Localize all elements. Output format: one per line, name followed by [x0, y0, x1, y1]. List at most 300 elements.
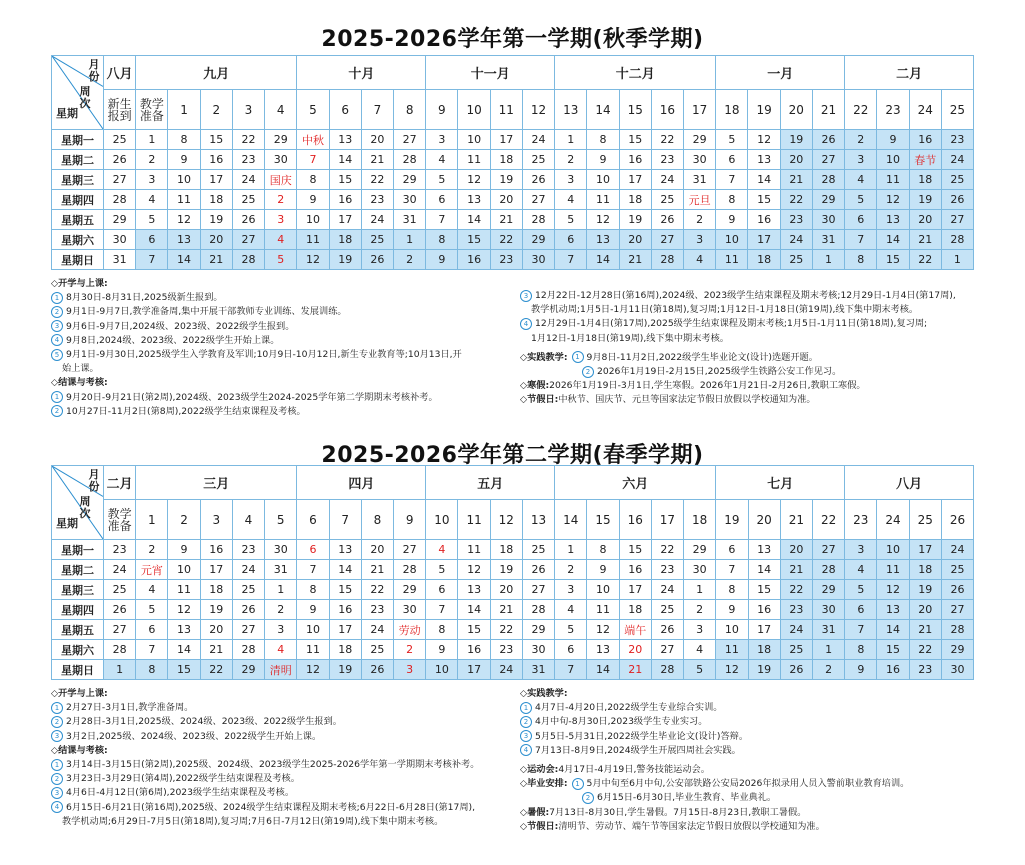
month-header-cell: 四月 — [297, 466, 426, 500]
date-cell: 2 — [812, 660, 844, 680]
date-cell: 26 — [104, 150, 136, 170]
date-cell: 20 — [909, 600, 941, 620]
date-cell: 12 — [168, 210, 200, 230]
date-cell: 16 — [748, 600, 780, 620]
date-cell: 11 — [168, 580, 200, 600]
note-line — [51, 801, 479, 815]
date-cell: 14 — [748, 170, 780, 190]
month-header-cell: 七月 — [716, 466, 845, 500]
note-line — [51, 730, 479, 744]
date-cell: 29 — [684, 540, 716, 560]
note-text: 2026年1月19日-3月1日,学生寒假。2026年1月21日-2月26日,教职工寒假。 — [549, 380, 866, 392]
date-cell: 5 — [136, 600, 168, 620]
date-cell: 13 — [748, 150, 780, 170]
date-cell: 7 — [555, 250, 587, 270]
date-cell: 13 — [329, 130, 361, 150]
note-line — [51, 348, 462, 362]
date-cell: 23 — [361, 190, 393, 210]
date-cell: 18 — [200, 580, 232, 600]
date-cell: 4 — [684, 250, 716, 270]
note-text: 9月20日-9月21日(第2周),2024级、2023级学生2024-2025学年第二学期期末考核补考。 — [66, 391, 438, 403]
date-cell: 8 — [136, 660, 168, 680]
date-cell: 11 — [877, 170, 909, 190]
note-line — [520, 365, 956, 379]
date-cell: 23 — [651, 560, 683, 580]
note-line — [520, 763, 909, 777]
date-cell: 16 — [877, 660, 909, 680]
date-cell: 26 — [780, 660, 812, 680]
date-cell: 18 — [490, 540, 522, 560]
week-number-cell: 21 — [780, 500, 812, 540]
diamond-bullet: ◇ — [51, 377, 59, 389]
date-cell: 12 — [587, 210, 619, 230]
date-cell: 30 — [104, 230, 136, 250]
week-number-cell: 8 — [361, 500, 393, 540]
circled-number: 3 — [51, 787, 63, 799]
date-cell: 6 — [555, 230, 587, 250]
corner-week-label: 周次 — [79, 495, 91, 520]
date-cell: 24 — [232, 170, 264, 190]
date-cell: 18 — [909, 560, 941, 580]
date-cell: 26 — [522, 170, 554, 190]
note-text: 6月15日-6月21日(第16周),2025级、2024级学生结束课程及期末考核;6月22日-6月28日(第17周), — [66, 801, 476, 813]
diamond-bullet: ◇ — [520, 764, 528, 776]
date-cell: 国庆 — [265, 170, 297, 190]
note-heading: 暑假: — [527, 806, 550, 818]
date-cell: 20 — [780, 150, 812, 170]
date-cell: 28 — [232, 250, 264, 270]
date-cell: 8 — [587, 540, 619, 560]
date-cell: 31 — [684, 170, 716, 190]
date-cell: 3 — [845, 150, 877, 170]
date-cell: 8 — [297, 580, 329, 600]
week-number-cell: 26 — [941, 500, 973, 540]
date-cell: 11 — [877, 560, 909, 580]
date-cell: 4 — [136, 190, 168, 210]
date-cell: 13 — [458, 190, 490, 210]
date-cell: 9 — [168, 150, 200, 170]
date-cell: 17 — [909, 540, 941, 560]
week-number-cell: 1 — [136, 500, 168, 540]
month-header-cell: 五月 — [426, 466, 555, 500]
date-cell: 17 — [619, 580, 651, 600]
weekday-label-cell: 星期日 — [52, 660, 104, 680]
week-number-cell: 6 — [329, 90, 361, 130]
weekday-label-cell: 星期日 — [52, 250, 104, 270]
date-cell: 25 — [522, 150, 554, 170]
note-text: 5月5日-5月31日,2022级学生毕业论文(设计)答辩。 — [535, 730, 749, 742]
diamond-bullet: ◇ — [51, 744, 59, 756]
date-cell: 11 — [716, 250, 748, 270]
circled-number: 3 — [51, 730, 63, 742]
date-cell: 11 — [168, 190, 200, 210]
date-cell: 3 — [136, 170, 168, 190]
date-cell: 12 — [748, 130, 780, 150]
date-cell: 9 — [587, 150, 619, 170]
date-cell: 27 — [104, 620, 136, 640]
date-cell: 2 — [394, 640, 426, 660]
date-cell: 29 — [394, 170, 426, 190]
circled-number: 2 — [582, 792, 594, 804]
week-number-cell: 23 — [845, 500, 877, 540]
week-number-cell: 15 — [587, 500, 619, 540]
note-line — [51, 815, 479, 829]
date-cell: 3 — [426, 130, 458, 150]
date-cell: 21 — [490, 600, 522, 620]
date-cell: 29 — [104, 210, 136, 230]
note-text: 10月27日-11月2日(第8周),2022级学生结束课程及考核。 — [66, 405, 306, 417]
note-line — [520, 806, 909, 820]
date-cell: 23 — [780, 210, 812, 230]
date-cell: 9 — [587, 560, 619, 580]
circled-number: 1 — [572, 778, 584, 790]
date-cell: 10 — [297, 620, 329, 640]
note-line — [520, 379, 956, 393]
week-number-cell: 25 — [909, 500, 941, 540]
date-cell: 26 — [941, 190, 973, 210]
date-cell: 6 — [716, 540, 748, 560]
date-cell: 8 — [168, 130, 200, 150]
note-line — [51, 334, 462, 348]
date-cell: 21 — [200, 640, 232, 660]
date-cell: 7 — [716, 560, 748, 580]
date-cell: 17 — [200, 170, 232, 190]
date-cell: 22 — [232, 130, 264, 150]
date-cell: 18 — [619, 600, 651, 620]
date-cell: 16 — [458, 640, 490, 660]
date-cell: 6 — [716, 150, 748, 170]
date-cell: 4 — [426, 540, 458, 560]
date-cell: 22 — [780, 580, 812, 600]
date-cell: 1 — [136, 130, 168, 150]
corner-day-label: 星期 — [56, 517, 78, 530]
date-cell: 27 — [232, 620, 264, 640]
semester-1-calendar-table — [51, 55, 974, 270]
date-cell: 15 — [748, 580, 780, 600]
week-number-cell: 教学准备 — [136, 90, 168, 130]
circled-number: 1 — [51, 759, 63, 771]
note-line — [51, 320, 462, 334]
date-cell: 29 — [684, 130, 716, 150]
date-cell: 3 — [684, 230, 716, 250]
note-text: 7月13日-8月30日,学生暑假。7月15日-8月23日,教职工暑假。 — [549, 806, 807, 818]
date-cell: 22 — [490, 230, 522, 250]
note-line — [51, 362, 462, 376]
date-cell: 19 — [329, 250, 361, 270]
date-cell: 5 — [136, 210, 168, 230]
note-text: 3月23日-3月29日(第4周),2022级学生结束课程及考核。 — [66, 773, 300, 785]
date-cell: 3 — [394, 660, 426, 680]
month-header-cell: 十月 — [297, 56, 426, 90]
date-cell: 7 — [136, 250, 168, 270]
note-line — [520, 351, 956, 365]
date-cell: 13 — [748, 540, 780, 560]
circled-number: 2 — [51, 306, 63, 318]
date-cell: 30 — [812, 600, 844, 620]
note-text: 清明节、劳动节、端午节等国家法定节假日放假以学校通知为准。 — [558, 820, 825, 832]
weekday-label-cell: 星期一 — [52, 130, 104, 150]
note-line — [51, 391, 462, 405]
week-number-cell: 23 — [877, 90, 909, 130]
date-cell: 5 — [684, 660, 716, 680]
date-cell: 22 — [200, 660, 232, 680]
date-cell: 4 — [265, 640, 297, 660]
week-number-cell: 15 — [619, 90, 651, 130]
note-text: 2026年1月19日-2月15日,2025级学生铁路公安工作见习。 — [597, 366, 842, 378]
date-cell: 15 — [168, 660, 200, 680]
note-line — [520, 730, 909, 744]
date-cell: 22 — [909, 640, 941, 660]
note-text: 4月6日-4月12日(第6周),2023级学生结束课程及考核。 — [66, 787, 295, 799]
date-cell: 22 — [909, 250, 941, 270]
date-cell: 18 — [329, 230, 361, 250]
date-cell: 7 — [426, 600, 458, 620]
date-cell: 5 — [265, 250, 297, 270]
note-text: 3月14日-3月15日(第2周),2025级、2024级、2023级学生2025-2026学年第一学期期末考核补考。 — [66, 759, 480, 771]
date-cell: 15 — [458, 620, 490, 640]
date-cell: 7 — [845, 620, 877, 640]
date-cell: 29 — [812, 580, 844, 600]
date-cell: 13 — [877, 600, 909, 620]
date-cell: 25 — [522, 540, 554, 560]
date-cell: 18 — [748, 640, 780, 660]
date-cell: 23 — [651, 150, 683, 170]
date-cell: 14 — [329, 560, 361, 580]
week-number-cell: 24 — [877, 500, 909, 540]
date-cell: 8 — [716, 580, 748, 600]
diamond-bullet: ◇ — [520, 394, 528, 406]
date-cell: 1 — [812, 640, 844, 660]
week-number-cell: 12 — [490, 500, 522, 540]
date-cell: 8 — [587, 130, 619, 150]
date-cell: 24 — [941, 150, 973, 170]
note-text: 2月27日-3月1日,教学准备周。 — [66, 702, 194, 714]
date-cell: 20 — [619, 640, 651, 660]
weekday-label-cell: 星期二 — [52, 150, 104, 170]
date-cell: 14 — [329, 150, 361, 170]
note-text: 8月30日-8月31日,2025级新生报到。 — [66, 292, 223, 304]
date-cell: 14 — [168, 250, 200, 270]
diamond-bullet: ◇ — [520, 688, 528, 699]
date-cell: 16 — [329, 600, 361, 620]
diamond-bullet: ◇ — [520, 351, 528, 363]
date-cell: 19 — [619, 210, 651, 230]
date-cell: 27 — [941, 600, 973, 620]
circled-number: 4 — [51, 334, 63, 346]
date-cell: 30 — [684, 150, 716, 170]
date-cell: 1 — [812, 250, 844, 270]
date-cell: 9 — [168, 540, 200, 560]
date-cell: 9 — [297, 190, 329, 210]
date-cell: 14 — [748, 560, 780, 580]
date-cell: 27 — [104, 170, 136, 190]
date-cell: 3 — [265, 620, 297, 640]
date-cell: 7 — [555, 660, 587, 680]
note-line — [520, 332, 956, 346]
weekday-label-cell: 星期五 — [52, 210, 104, 230]
date-cell: 5 — [716, 130, 748, 150]
note-line — [51, 687, 479, 701]
circled-number: 3 — [520, 730, 532, 742]
date-cell: 15 — [200, 130, 232, 150]
note-heading: 开学与上课: — [58, 278, 108, 289]
date-cell: 13 — [458, 580, 490, 600]
week-number-cell: 21 — [812, 90, 844, 130]
date-cell: 26 — [941, 580, 973, 600]
note-heading: 节假日: — [527, 820, 559, 832]
week-number-cell: 14 — [555, 500, 587, 540]
date-cell: 30 — [394, 190, 426, 210]
date-cell: 21 — [490, 210, 522, 230]
date-cell: 26 — [232, 210, 264, 230]
date-cell: 28 — [522, 600, 554, 620]
note-line — [51, 715, 479, 729]
date-cell: 7 — [297, 150, 329, 170]
date-cell: 28 — [104, 190, 136, 210]
week-number-cell: 10 — [426, 500, 458, 540]
date-cell: 6 — [845, 600, 877, 620]
date-cell: 5 — [555, 620, 587, 640]
date-cell: 11 — [587, 600, 619, 620]
date-cell: 23 — [490, 640, 522, 660]
date-cell: 24 — [941, 540, 973, 560]
week-number-cell: 教学准备 — [104, 500, 136, 540]
date-cell: 3 — [555, 580, 587, 600]
note-line — [520, 820, 909, 834]
week-number-cell: 4 — [265, 90, 297, 130]
date-cell: 23 — [232, 150, 264, 170]
date-cell: 29 — [265, 130, 297, 150]
date-cell: 4 — [136, 580, 168, 600]
corner-month-label: 月份 — [88, 58, 100, 83]
date-cell: 9 — [845, 660, 877, 680]
date-cell: 10 — [877, 150, 909, 170]
date-cell: 15 — [329, 170, 361, 190]
note-text: 1月12日-1月18日(第19周),线下集中期末考核。 — [531, 332, 729, 344]
note-text: 12月29日-1月4日(第17周),2025级学生结束课程及期末考核;1月5日-1月11日(第18周),复习周; — [535, 318, 928, 330]
date-cell: 6 — [845, 210, 877, 230]
date-cell: 11 — [458, 150, 490, 170]
date-cell: 5 — [426, 560, 458, 580]
date-cell: 4 — [845, 560, 877, 580]
date-cell: 7 — [426, 210, 458, 230]
date-cell: 10 — [168, 560, 200, 580]
date-cell: 21 — [909, 230, 941, 250]
note-line — [520, 393, 956, 407]
date-cell: 10 — [716, 620, 748, 640]
date-cell: 22 — [361, 170, 393, 190]
date-cell: 1 — [941, 250, 973, 270]
date-cell: 16 — [200, 540, 232, 560]
date-cell: 15 — [877, 250, 909, 270]
date-cell: 8 — [845, 640, 877, 660]
date-cell: 12 — [168, 600, 200, 620]
date-cell: 15 — [619, 130, 651, 150]
month-header-cell: 一月 — [716, 56, 845, 90]
diamond-bullet: ◇ — [51, 278, 59, 289]
date-cell: 21 — [619, 660, 651, 680]
date-cell: 14 — [877, 620, 909, 640]
date-cell: 7 — [136, 640, 168, 660]
date-cell: 10 — [168, 170, 200, 190]
week-number-cell: 11 — [490, 90, 522, 130]
week-number-cell: 19 — [716, 500, 748, 540]
date-cell: 8 — [716, 190, 748, 210]
note-text: 7月13日-8月9日,2024级学生开展四周社会实践。 — [535, 744, 741, 756]
date-cell: 27 — [651, 640, 683, 660]
date-cell: 22 — [780, 190, 812, 210]
diamond-bullet: ◇ — [520, 778, 528, 790]
date-cell: 28 — [394, 150, 426, 170]
diamond-bullet: ◇ — [51, 688, 59, 699]
date-cell: 18 — [200, 190, 232, 210]
week-number-cell: 13 — [555, 90, 587, 130]
date-cell: 24 — [361, 620, 393, 640]
date-cell: 12 — [877, 580, 909, 600]
date-cell: 4 — [555, 190, 587, 210]
date-cell: 1 — [265, 580, 297, 600]
week-number-cell: 新生报到 — [104, 90, 136, 130]
date-cell: 2 — [136, 540, 168, 560]
date-cell: 20 — [780, 540, 812, 560]
note-line — [51, 277, 462, 291]
date-cell: 12 — [297, 250, 329, 270]
date-cell: 8 — [845, 250, 877, 270]
note-line — [51, 701, 479, 715]
date-cell: 13 — [168, 620, 200, 640]
date-cell: 12 — [587, 620, 619, 640]
date-cell: 27 — [522, 190, 554, 210]
date-cell: 11 — [458, 540, 490, 560]
date-cell: 30 — [684, 560, 716, 580]
circled-number: 2 — [51, 773, 63, 785]
circled-number: 1 — [520, 702, 532, 714]
date-cell: 16 — [909, 130, 941, 150]
date-cell: 29 — [394, 580, 426, 600]
note-line — [51, 291, 462, 305]
date-cell: 8 — [426, 230, 458, 250]
date-cell: 10 — [587, 170, 619, 190]
date-cell: 2 — [265, 190, 297, 210]
week-number-cell: 18 — [716, 90, 748, 130]
date-cell: 6 — [136, 230, 168, 250]
date-cell: 17 — [748, 230, 780, 250]
date-cell: 17 — [748, 620, 780, 640]
corner-month-label: 月份 — [88, 468, 100, 493]
month-header-cell: 八月 — [845, 466, 974, 500]
date-cell: 26 — [651, 210, 683, 230]
date-cell: 3 — [845, 540, 877, 560]
date-cell: 9 — [877, 130, 909, 150]
date-cell: 22 — [361, 580, 393, 600]
note-text: 4月中旬-8月30日,2023级学生专业实习。 — [535, 716, 708, 728]
week-number-cell: 3 — [232, 90, 264, 130]
date-cell: 28 — [812, 560, 844, 580]
date-cell: 25 — [232, 580, 264, 600]
semester-2-notes-left — [51, 687, 479, 829]
date-cell: 4 — [684, 640, 716, 660]
date-cell: 19 — [748, 660, 780, 680]
date-cell: 30 — [522, 640, 554, 660]
date-cell: 5 — [845, 190, 877, 210]
date-cell: 14 — [168, 640, 200, 660]
note-line — [520, 289, 956, 303]
note-heading: 实践教学: — [527, 688, 568, 699]
note-text: 4月17日-4月19日,警务技能运动会。 — [558, 764, 710, 776]
date-cell: 26 — [522, 560, 554, 580]
date-cell: 30 — [522, 250, 554, 270]
note-heading: 寒假: — [527, 380, 550, 392]
